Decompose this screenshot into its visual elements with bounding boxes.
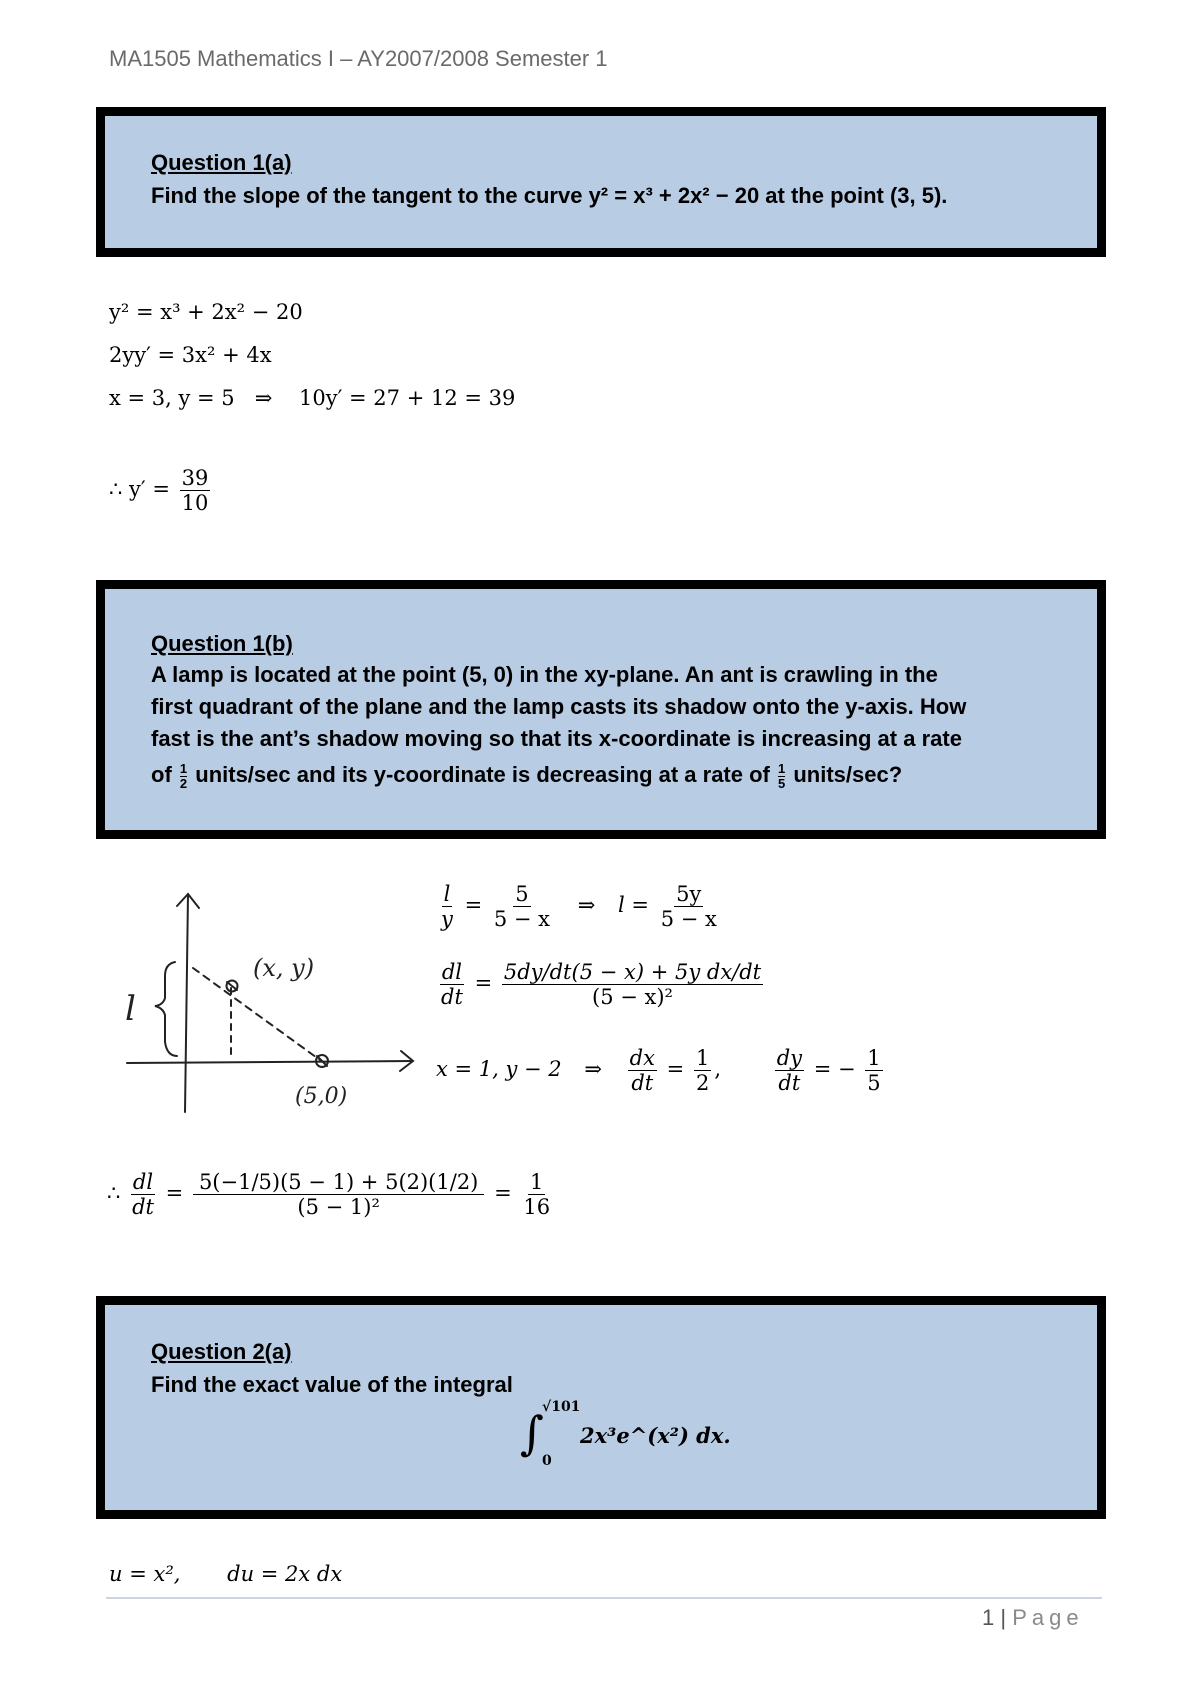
result-denominator: (5 − 1)² [297,1195,380,1220]
eq1-five: 5 [515,882,529,906]
eq3-dx: dx [629,1046,655,1070]
eq3-one-2: 1 [867,1046,881,1070]
q2a-substitution: u = x², du = 2x dx [109,1562,343,1586]
question-1b-line-4 [151,759,1056,791]
question-1b-line-2: first quadrant of the plane and the lamp casts its shadow onto the y-axis. How [151,694,967,719]
result-numerator: 5(−1/5)(5 − 1) + 5(2)(1/2) [193,1170,484,1195]
eq2-dl: dl [441,960,463,984]
eq1-l: l [443,882,451,906]
eq3-dt: dt [631,1071,654,1096]
eq3-dt-2: dt [778,1071,801,1096]
length-brace [155,962,177,1056]
page-number-value: 1 [982,1605,995,1630]
q1a-answer-prefix: ∴ y′ = [109,477,170,502]
result-dl: dl [132,1170,154,1194]
question-1b-title: Question 1(b) [151,631,293,656]
eq3-five: 5 [867,1071,881,1096]
line4-text-1: of [151,762,172,787]
eq1-y: y [441,907,453,932]
result-answer-den: 16 [523,1195,551,1220]
integral-lower-limit: 0 [542,1453,552,1469]
question-2a-title: Question 2(a) [151,1339,292,1364]
x-axis-line [127,1061,413,1063]
question-1b-line-1: A lamp is located at the point (5, 0) in the xy-plane. An ant is crawling in the [151,662,938,687]
q1b-result: ∴ $\frac{dl}{dt}$ = $\frac{5(-1/5)(5 - 1) + 5(2)(1/2)}{\text{(5 − 1)²}}$ = $\frac{1}{16}$ [107,1170,551,1220]
result-answer-num: 1 [530,1170,544,1194]
eq3-dy: dy [776,1046,802,1070]
q1a-step-3: x = 3, y = 5 ⇒ 10y′ = 27 + 12 = 39 [109,386,516,410]
eq3-implies: ⇒ [584,1057,602,1082]
line4-text-3: units/sec? [793,762,903,787]
eq1-five-minus-x-2: 5 − x [660,907,717,932]
frac-num: 1 [179,761,188,777]
q1b-eq-similar-triangles: $\frac{l}{y}$ = $\frac{5}{5 - x}$ ⇒ l = $\frac{5y}{5 - x}$ [441,882,717,932]
y-axis-line [185,894,188,1112]
lamp-shadow-sketch [115,880,425,1120]
page-number [982,1605,1084,1631]
frac-den: 5 [778,775,786,791]
question-2a-prompt: Find the exact value of the integral [151,1372,513,1397]
question-2a-box [96,1296,1106,1519]
question-1b-line-3: fast is the ant’s shadow moving so that its x-coordinate is increasing at a rate [151,726,962,751]
q1a-answer-fraction [180,466,211,515]
integral-sign: ∫ [520,1406,544,1460]
result-dt: dt [132,1195,154,1220]
fraction-one-fifth [778,762,785,790]
eq2-denominator: (5 − x)² [592,985,673,1010]
question-1a-title: Question 1(a) [151,150,292,175]
frac-den: 2 [179,775,188,791]
page-number-separator: | [1000,1605,1007,1630]
question-1a-prompt: Find the slope of the tangent to the curve y² = x³ + 2x² − 20 at the point (3, 5). [151,183,948,208]
ant-point-label: (x, y) [253,954,315,982]
page-header: MA1505 Mathematics I – AY2007/2008 Semester 1 [109,46,608,71]
eq3-condition: x = 1, y − 2 [436,1057,562,1082]
eq3-one: 1 [695,1046,710,1070]
q1a-answer-denominator: 10 [181,491,209,516]
q1a-answer-numerator: 39 [181,466,209,490]
q1a-answer [109,466,213,515]
integral-upper-limit: √101 [542,1399,581,1415]
eq1-l-equals: l = [618,893,649,918]
q1b-eq-derivative: $\frac{dl}{dt}$ = $\frac{\text{5dy/dt(5 − x) + 5y dx/dt}}{\text{(5 − x)²}}$ [441,960,762,1010]
q1b-eq-values: x = 1, y − 2 ⇒ $\frac{dx}{dt}$ = $\frac{1}{2}$ , $\frac{dy}{dt}$ = − $\frac{1}{5}$ [436,1046,881,1096]
integral-integrand: 2x³e^(x²) dx. [580,1423,731,1448]
eq1-five-minus-x: 5 − x [493,907,551,932]
length-label: l [125,989,136,1029]
eq2-dt: dt [441,985,463,1010]
eq2-numerator: 5dy/dt(5 − x) + 5y dx/dt [503,960,762,984]
q1a-step-1: y² = x³ + 2x² − 20 [109,300,303,324]
fraction-one-half [180,762,187,790]
result-therefore: ∴ [107,1181,121,1206]
eq1-five-y: 5y [676,882,702,906]
eq3-two: 2 [695,1071,710,1096]
q2a-integral [520,1399,740,1475]
frac-num: 1 [778,761,786,777]
question-1b-prompt [151,659,1056,791]
lamp-point-label: (5,0) [295,1084,348,1109]
question-1b-box [96,580,1106,839]
line4-text-2: units/sec and its y-coordinate is decreasing at a rate of [195,762,770,787]
q1a-step-2: 2yy′ = 3x² + 4x [109,343,272,367]
question-1a-box [96,107,1106,257]
page-number-label: Page [1012,1605,1084,1630]
eq1-implies: ⇒ [577,893,596,918]
footer-divider [106,1597,1102,1599]
